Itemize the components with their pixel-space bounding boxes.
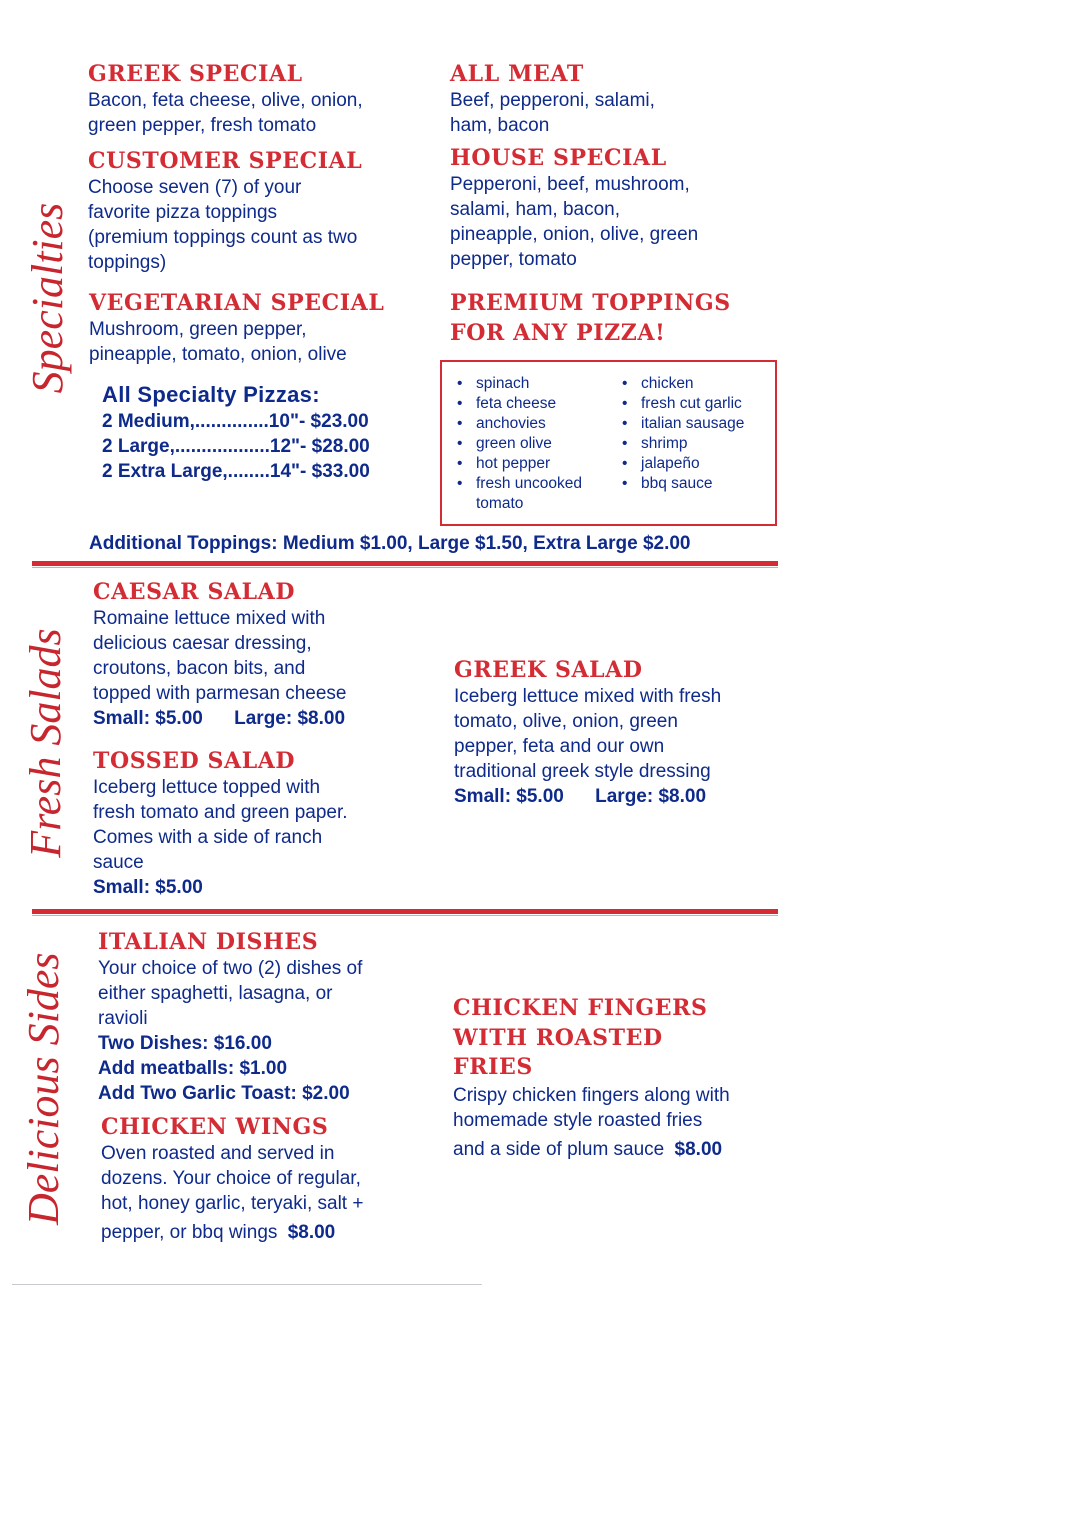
desc-line: ham, bacon <box>450 115 550 136</box>
list-item: • shrimp <box>622 434 772 454</box>
premium-toppings-heading <box>450 288 770 348</box>
desc-line: Beef, pepperoni, salami, <box>450 90 655 111</box>
vegetarian-special-title: VEGETARIAN SPECIAL <box>89 290 385 316</box>
caesar-salad-title: CAESAR SALAD <box>93 579 296 605</box>
desc-line: toppings) <box>88 252 167 273</box>
list-item: • feta cheese <box>457 394 607 414</box>
desc-line: homemade style roasted fries <box>453 1109 703 1131</box>
chicken-wings-title: CHICKEN WINGS <box>101 1114 329 1140</box>
chicken-fingers-title-line: FRIES <box>453 1054 533 1080</box>
italian-dishes <box>98 928 428 1106</box>
chicken-fingers-desc <box>453 1083 773 1162</box>
desc-line: pineapple, onion, olive, green <box>450 224 699 245</box>
all-specialty-prices <box>102 409 422 484</box>
chicken-fingers <box>453 994 773 1162</box>
greek-salad-title: GREEK SALAD <box>454 657 643 683</box>
price-line: Add meatballs: $1.00 <box>98 1058 288 1079</box>
bottom-divider <box>12 1284 482 1285</box>
desc-line: Choose seven (7) of your <box>88 177 302 198</box>
desc-line: pepper, feta and our own <box>454 736 665 757</box>
vegetarian-special <box>89 289 419 367</box>
house-special-desc <box>450 172 770 272</box>
desc-line: ravioli <box>98 1008 148 1029</box>
price-row-large: 2 Large,..................12"- $28.00 <box>102 436 370 457</box>
all-meat-title: ALL MEAT <box>450 61 584 87</box>
chicken-wings-price: $8.00 <box>287 1222 336 1243</box>
section-divider-sides <box>32 909 778 914</box>
customer-special <box>88 147 418 275</box>
desc-line: pepper, tomato <box>450 249 577 270</box>
list-item: • chicken <box>622 374 772 394</box>
price-line: Two Dishes: $16.00 <box>98 1033 272 1054</box>
chicken-wings-desc <box>101 1141 431 1245</box>
desc-line: favorite pizza toppings <box>88 202 278 223</box>
all-specialty-title: All Specialty Pizzas: <box>102 382 320 407</box>
desc-line: Comes with a side of ranch <box>93 827 323 848</box>
price-large: Large: $8.00 <box>234 708 346 729</box>
caesar-salad-prices <box>93 706 423 731</box>
desc-line: Crispy chicken fingers along with <box>453 1084 730 1106</box>
price-small: Small: $5.00 <box>93 708 203 729</box>
all-meat <box>450 60 770 138</box>
desc-line: Romaine lettuce mixed with <box>93 608 326 629</box>
caesar-salad-desc <box>93 606 423 731</box>
desc-text: and a side of plum sauce <box>453 1138 665 1160</box>
customer-special-desc <box>88 175 418 275</box>
caesar-salad <box>93 578 423 731</box>
list-item: • green olive <box>457 434 607 454</box>
tossed-salad <box>93 747 423 900</box>
italian-dishes-title: ITALIAN DISHES <box>98 929 319 955</box>
italian-dishes-desc <box>98 956 428 1106</box>
desc-line: delicious caesar dressing, <box>93 633 312 654</box>
list-item: • anchovies <box>457 414 607 434</box>
list-item: • fresh cut garlic <box>622 394 772 414</box>
greek-salad-prices <box>454 784 774 809</box>
tossed-salad-desc <box>93 775 423 900</box>
tossed-salad-price: Small: $5.00 <box>93 877 203 898</box>
premium-toppings-list-left <box>457 374 607 514</box>
desc-text: pepper, or bbq wings <box>101 1222 278 1243</box>
chicken-fingers-title-line: CHICKEN FINGERS <box>453 995 708 1021</box>
desc-line: Oven roasted and served in <box>101 1143 335 1164</box>
desc-line: salami, ham, bacon, <box>450 199 621 220</box>
premium-toppings-list-right <box>622 374 772 494</box>
house-special <box>450 144 770 272</box>
price-row-medium: 2 Medium,..............10"- $23.00 <box>102 411 369 432</box>
price-large: Large: $8.00 <box>595 786 707 807</box>
vegetarian-special-desc <box>89 317 419 367</box>
desc-line <box>453 1137 773 1162</box>
desc-line: Iceberg lettuce topped with <box>93 777 321 798</box>
additional-toppings: Additional Toppings: Medium $1.00, Large $1.50, Extra Large $2.00 <box>89 533 691 554</box>
desc-line: sauce <box>93 852 144 873</box>
chicken-fingers-price: $8.00 <box>674 1138 723 1160</box>
list-item: • hot pepper <box>457 454 607 474</box>
section-label-fresh-salads: Fresh Salads <box>21 628 70 858</box>
house-special-title: HOUSE SPECIAL <box>450 145 667 171</box>
greek-special <box>88 60 418 138</box>
desc-line: topped with parmesan cheese <box>93 683 347 704</box>
desc-line: croutons, bacon bits, and <box>93 658 306 679</box>
section-divider-salads <box>32 561 778 566</box>
desc-line: Iceberg lettuce mixed with fresh <box>454 686 722 707</box>
desc-line: either spaghetti, lasagna, or <box>98 983 333 1004</box>
all-specialty-pizzas <box>102 381 422 484</box>
desc-line: green pepper, fresh tomato <box>88 115 317 136</box>
tossed-salad-title: TOSSED SALAD <box>93 748 296 774</box>
section-label-specialties: Specialties <box>23 202 72 394</box>
chicken-wings <box>101 1113 431 1245</box>
greek-special-title: GREEK SPECIAL <box>88 61 303 87</box>
desc-line: hot, honey garlic, teryaki, salt + <box>101 1193 364 1214</box>
desc-line: Your choice of two (2) dishes of <box>98 958 363 979</box>
desc-line: dozens. Your choice of regular, <box>101 1168 361 1189</box>
list-item: • italian sausage <box>622 414 772 434</box>
greek-special-desc <box>88 88 418 138</box>
desc-line: Mushroom, green pepper, <box>89 319 307 340</box>
greek-salad-desc <box>454 684 774 809</box>
customer-special-title: CUSTOMER SPECIAL <box>88 148 363 174</box>
price-small: Small: $5.00 <box>454 786 564 807</box>
list-item: • fresh uncooked tomato <box>457 474 596 514</box>
all-meat-desc <box>450 88 770 138</box>
greek-salad <box>454 656 774 809</box>
price-row-extra-large: 2 Extra Large,........14"- $33.00 <box>102 461 370 482</box>
desc-line: pineapple, tomato, onion, olive <box>89 344 347 365</box>
desc-line: Bacon, feta cheese, olive, onion, <box>88 90 363 111</box>
premium-toppings-box <box>440 360 777 526</box>
price-line: Add Two Garlic Toast: $2.00 <box>98 1083 350 1104</box>
desc-line: traditional greek style dressing <box>454 761 711 782</box>
premium-toppings-title: PREMIUM TOPPINGS <box>450 290 731 316</box>
desc-line: (premium toppings count as two <box>88 227 358 248</box>
desc-line: tomato, olive, onion, green <box>454 711 678 732</box>
chicken-fingers-title-line: WITH ROASTED <box>453 1024 663 1051</box>
section-label-delicious-sides: Delicious Sides <box>19 952 68 1225</box>
list-item: • jalapeño <box>622 454 772 474</box>
premium-toppings-subtitle: FOR ANY PIZZA! <box>450 320 666 346</box>
list-item: • spinach <box>457 374 607 394</box>
list-item: • bbq sauce <box>622 474 772 494</box>
desc-line: Pepperoni, beef, mushroom, <box>450 174 690 195</box>
desc-line: fresh tomato and green paper. <box>93 802 348 823</box>
desc-line <box>101 1220 431 1245</box>
